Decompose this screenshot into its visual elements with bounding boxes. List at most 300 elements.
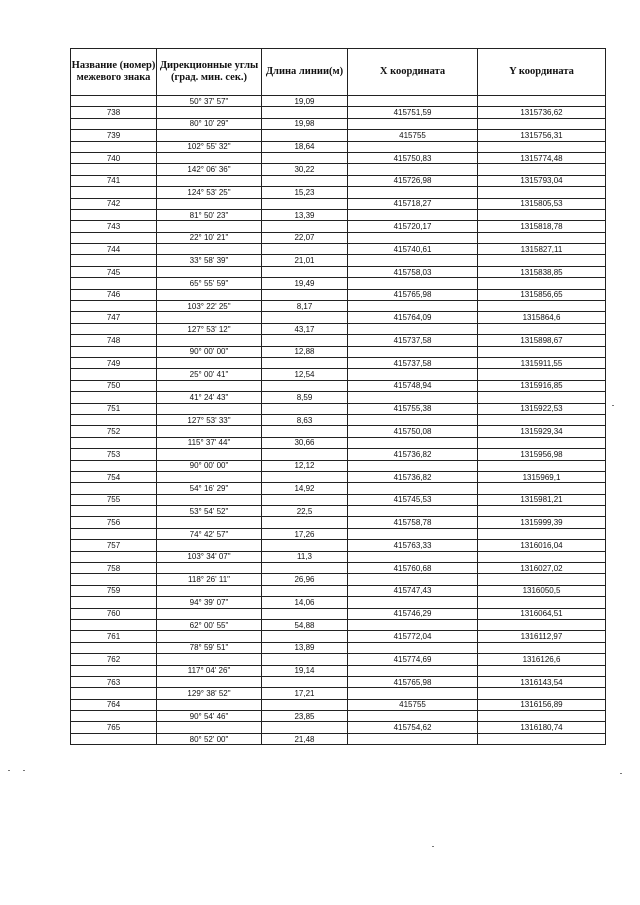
- direction-angle-cell: 142° 06' 36": [157, 164, 262, 175]
- direction-angle-cell: 41° 24' 43": [157, 392, 262, 403]
- point-name-cell: 742: [71, 198, 157, 209]
- empty-cell: [71, 437, 157, 448]
- empty-cell: [71, 278, 157, 289]
- table-row-segment: [71, 187, 606, 198]
- point-name-cell: 750: [71, 380, 157, 391]
- empty-cell: [262, 130, 348, 141]
- direction-angle-cell: 90° 00' 00": [157, 346, 262, 357]
- empty-cell: [157, 426, 262, 437]
- point-name-cell: 748: [71, 335, 157, 346]
- empty-cell: [262, 312, 348, 323]
- scan-speck: [8, 770, 10, 771]
- y-coordinate-cell: 1316016,04: [478, 540, 606, 551]
- empty-cell: [478, 323, 606, 334]
- line-length-cell: 13,89: [262, 642, 348, 653]
- y-coordinate-cell: 1315818,78: [478, 221, 606, 232]
- y-coordinate-cell: 1315916,85: [478, 380, 606, 391]
- empty-cell: [348, 528, 478, 539]
- line-length-cell: 8,63: [262, 414, 348, 425]
- line-length-cell: 22,07: [262, 232, 348, 243]
- x-coordinate-cell: 415737,58: [348, 335, 478, 346]
- empty-cell: [262, 357, 348, 368]
- table-row-point: [71, 312, 606, 323]
- empty-cell: [262, 699, 348, 710]
- empty-cell: [348, 551, 478, 562]
- empty-cell: [348, 460, 478, 471]
- direction-angle-cell: 94° 39' 07": [157, 597, 262, 608]
- empty-cell: [71, 506, 157, 517]
- table-row-segment: [71, 733, 606, 744]
- empty-cell: [262, 244, 348, 255]
- table-row-point: [71, 517, 606, 528]
- line-length-cell: 12,54: [262, 369, 348, 380]
- empty-cell: [478, 460, 606, 471]
- table-row-point: [71, 540, 606, 551]
- point-name-cell: 744: [71, 244, 157, 255]
- x-coordinate-cell: 415764,09: [348, 312, 478, 323]
- table-row-point: [71, 699, 606, 710]
- line-length-cell: 8,59: [262, 392, 348, 403]
- table-row-point: [71, 289, 606, 300]
- y-coordinate-cell: 1316143,54: [478, 676, 606, 687]
- direction-angle-cell: 127° 53' 12": [157, 323, 262, 334]
- empty-cell: [348, 255, 478, 266]
- empty-cell: [157, 585, 262, 596]
- empty-cell: [71, 392, 157, 403]
- direction-angle-cell: 129° 38' 52": [157, 688, 262, 699]
- x-coordinate-cell: 415765,98: [348, 676, 478, 687]
- line-length-cell: 43,17: [262, 323, 348, 334]
- direction-angle-cell: 124° 53' 25": [157, 187, 262, 198]
- empty-cell: [262, 107, 348, 118]
- empty-cell: [262, 175, 348, 186]
- empty-cell: [157, 471, 262, 482]
- direction-angle-cell: 103° 34' 07": [157, 551, 262, 562]
- empty-cell: [478, 665, 606, 676]
- point-name-cell: 738: [71, 107, 157, 118]
- direction-angle-cell: 118° 26' 11": [157, 574, 262, 585]
- table-row-segment: [71, 96, 606, 107]
- scan-speck: [23, 770, 25, 771]
- y-coordinate-cell: 1316050,5: [478, 585, 606, 596]
- point-name-cell: 752: [71, 426, 157, 437]
- direction-angle-cell: 22° 10' 21": [157, 232, 262, 243]
- empty-cell: [478, 301, 606, 312]
- empty-cell: [478, 619, 606, 630]
- empty-cell: [348, 278, 478, 289]
- y-coordinate-cell: 1316180,74: [478, 722, 606, 733]
- table-row-point: [71, 152, 606, 163]
- point-name-cell: 758: [71, 563, 157, 574]
- boundary-coordinates-table: [70, 48, 606, 745]
- empty-cell: [262, 654, 348, 665]
- empty-cell: [71, 642, 157, 653]
- x-coordinate-cell: 415765,98: [348, 289, 478, 300]
- empty-cell: [478, 392, 606, 403]
- direction-angle-cell: 127° 53' 33": [157, 414, 262, 425]
- table-row-point: [71, 631, 606, 642]
- table-row-segment: [71, 437, 606, 448]
- x-coordinate-cell: 415750,08: [348, 426, 478, 437]
- empty-cell: [478, 483, 606, 494]
- empty-cell: [71, 323, 157, 334]
- empty-cell: [478, 711, 606, 722]
- empty-cell: [478, 574, 606, 585]
- table-row-segment: [71, 688, 606, 699]
- x-coordinate-cell: 415748,94: [348, 380, 478, 391]
- scan-speck: [432, 846, 434, 847]
- y-coordinate-cell: 1315827,11: [478, 244, 606, 255]
- line-length-cell: 19,09: [262, 96, 348, 107]
- point-name-cell: 746: [71, 289, 157, 300]
- table-row-segment: [71, 209, 606, 220]
- y-coordinate-cell: 1315856,65: [478, 289, 606, 300]
- x-coordinate-cell: 415774,69: [348, 654, 478, 665]
- point-name-cell: 751: [71, 403, 157, 414]
- line-length-cell: 22,5: [262, 506, 348, 517]
- line-length-cell: 23,85: [262, 711, 348, 722]
- table-row-segment: [71, 642, 606, 653]
- empty-cell: [71, 665, 157, 676]
- direction-angle-cell: 53° 54' 52": [157, 506, 262, 517]
- table-row-point: [71, 722, 606, 733]
- empty-cell: [262, 517, 348, 528]
- table-row-point: [71, 266, 606, 277]
- point-name-cell: 762: [71, 654, 157, 665]
- direction-angle-cell: 81° 50' 23": [157, 209, 262, 220]
- header-y-coordinate: Y координата: [478, 49, 606, 96]
- line-length-cell: 26,96: [262, 574, 348, 585]
- point-name-cell: 749: [71, 357, 157, 368]
- x-coordinate-cell: 415750,83: [348, 152, 478, 163]
- y-coordinate-cell: 1315999,39: [478, 517, 606, 528]
- point-name-cell: 763: [71, 676, 157, 687]
- empty-cell: [71, 619, 157, 630]
- line-length-cell: 17,21: [262, 688, 348, 699]
- table-row-segment: [71, 369, 606, 380]
- point-name-cell: 754: [71, 471, 157, 482]
- table-row-point: [71, 608, 606, 619]
- point-name-cell: 739: [71, 130, 157, 141]
- empty-cell: [478, 551, 606, 562]
- x-coordinate-cell: 415720,17: [348, 221, 478, 232]
- y-coordinate-cell: 1315922,53: [478, 403, 606, 414]
- empty-cell: [348, 187, 478, 198]
- scan-speck: [620, 773, 622, 774]
- empty-cell: [157, 152, 262, 163]
- direction-angle-cell: 117° 04' 26": [157, 665, 262, 676]
- x-coordinate-cell: 415737,58: [348, 357, 478, 368]
- empty-cell: [157, 130, 262, 141]
- empty-cell: [478, 141, 606, 152]
- empty-cell: [478, 528, 606, 539]
- empty-cell: [157, 107, 262, 118]
- y-coordinate-cell: 1316156,89: [478, 699, 606, 710]
- line-length-cell: 19,14: [262, 665, 348, 676]
- line-length-cell: 18,64: [262, 141, 348, 152]
- empty-cell: [348, 369, 478, 380]
- table-row-point: [71, 107, 606, 118]
- header-direction-angle: Дирекционные углы (град. мин. сек.): [157, 49, 262, 96]
- point-name-cell: 756: [71, 517, 157, 528]
- empty-cell: [157, 380, 262, 391]
- point-name-cell: 759: [71, 585, 157, 596]
- x-coordinate-cell: 415755: [348, 699, 478, 710]
- empty-cell: [348, 164, 478, 175]
- table-row-point: [71, 221, 606, 232]
- point-name-cell: 753: [71, 449, 157, 460]
- header-point-name: Название (номер) межевого знака: [71, 49, 157, 96]
- y-coordinate-cell: 1315969,1: [478, 471, 606, 482]
- empty-cell: [157, 175, 262, 186]
- empty-cell: [262, 266, 348, 277]
- empty-cell: [157, 517, 262, 528]
- empty-cell: [478, 733, 606, 744]
- empty-cell: [71, 460, 157, 471]
- empty-cell: [478, 209, 606, 220]
- empty-cell: [262, 540, 348, 551]
- empty-cell: [71, 597, 157, 608]
- empty-cell: [157, 403, 262, 414]
- direction-angle-cell: 80° 52' 00": [157, 733, 262, 744]
- empty-cell: [478, 369, 606, 380]
- empty-cell: [157, 357, 262, 368]
- empty-cell: [478, 118, 606, 129]
- table-row-segment: [71, 665, 606, 676]
- table-row-segment: [71, 460, 606, 471]
- table-row-point: [71, 585, 606, 596]
- empty-cell: [157, 631, 262, 642]
- empty-cell: [71, 96, 157, 107]
- empty-cell: [262, 289, 348, 300]
- empty-cell: [348, 574, 478, 585]
- table-row-point: [71, 471, 606, 482]
- empty-cell: [478, 232, 606, 243]
- empty-cell: [478, 688, 606, 699]
- empty-cell: [262, 585, 348, 596]
- table-row-point: [71, 244, 606, 255]
- empty-cell: [348, 437, 478, 448]
- line-length-cell: 11,3: [262, 551, 348, 562]
- table-row-segment: [71, 323, 606, 334]
- empty-cell: [348, 642, 478, 653]
- table-row-segment: [71, 597, 606, 608]
- empty-cell: [262, 471, 348, 482]
- empty-cell: [262, 676, 348, 687]
- point-name-cell: 757: [71, 540, 157, 551]
- y-coordinate-cell: 1316112,97: [478, 631, 606, 642]
- table-row-segment: [71, 506, 606, 517]
- empty-cell: [157, 198, 262, 209]
- line-length-cell: 30,22: [262, 164, 348, 175]
- empty-cell: [348, 483, 478, 494]
- empty-cell: [157, 563, 262, 574]
- table-row-point: [71, 654, 606, 665]
- y-coordinate-cell: 1315838,85: [478, 266, 606, 277]
- y-coordinate-cell: 1315929,34: [478, 426, 606, 437]
- empty-cell: [348, 232, 478, 243]
- table-row-segment: [71, 278, 606, 289]
- empty-cell: [348, 301, 478, 312]
- x-coordinate-cell: 415736,82: [348, 449, 478, 460]
- y-coordinate-cell: 1316126,6: [478, 654, 606, 665]
- table-row-segment: [71, 301, 606, 312]
- empty-cell: [348, 506, 478, 517]
- table-row-segment: [71, 528, 606, 539]
- direction-angle-cell: 65° 55' 59": [157, 278, 262, 289]
- line-length-cell: 12,88: [262, 346, 348, 357]
- empty-cell: [348, 323, 478, 334]
- empty-cell: [262, 608, 348, 619]
- empty-cell: [478, 414, 606, 425]
- line-length-cell: 21,48: [262, 733, 348, 744]
- empty-cell: [348, 665, 478, 676]
- empty-cell: [348, 414, 478, 425]
- empty-cell: [157, 494, 262, 505]
- table-row-segment: [71, 118, 606, 129]
- empty-cell: [262, 494, 348, 505]
- empty-cell: [348, 619, 478, 630]
- empty-cell: [157, 449, 262, 460]
- table-row-point: [71, 198, 606, 209]
- table-row-segment: [71, 141, 606, 152]
- header-line-length: Длина линии(м): [262, 49, 348, 96]
- table-row-point: [71, 494, 606, 505]
- empty-cell: [71, 574, 157, 585]
- empty-cell: [348, 597, 478, 608]
- point-name-cell: 741: [71, 175, 157, 186]
- direction-angle-cell: 90° 54' 46": [157, 711, 262, 722]
- empty-cell: [262, 426, 348, 437]
- table-row-segment: [71, 164, 606, 175]
- direction-angle-cell: 54° 16' 29": [157, 483, 262, 494]
- line-length-cell: 30,66: [262, 437, 348, 448]
- point-name-cell: 745: [71, 266, 157, 277]
- x-coordinate-cell: 415746,29: [348, 608, 478, 619]
- x-coordinate-cell: 415740,61: [348, 244, 478, 255]
- x-coordinate-cell: 415758,03: [348, 266, 478, 277]
- empty-cell: [478, 437, 606, 448]
- line-length-cell: 54,88: [262, 619, 348, 630]
- table-row-point: [71, 335, 606, 346]
- x-coordinate-cell: 415754,62: [348, 722, 478, 733]
- point-name-cell: 764: [71, 699, 157, 710]
- y-coordinate-cell: 1315956,98: [478, 449, 606, 460]
- empty-cell: [348, 96, 478, 107]
- empty-cell: [262, 563, 348, 574]
- direction-angle-cell: 25° 00' 41": [157, 369, 262, 380]
- table-row-point: [71, 380, 606, 391]
- direction-angle-cell: 74° 42' 57": [157, 528, 262, 539]
- empty-cell: [348, 688, 478, 699]
- y-coordinate-cell: 1315864,6: [478, 312, 606, 323]
- line-length-cell: 21,01: [262, 255, 348, 266]
- table-row-segment: [71, 551, 606, 562]
- line-length-cell: 19,49: [262, 278, 348, 289]
- y-coordinate-cell: 1315793,04: [478, 175, 606, 186]
- empty-cell: [157, 722, 262, 733]
- empty-cell: [71, 209, 157, 220]
- empty-cell: [71, 164, 157, 175]
- x-coordinate-cell: 415726,98: [348, 175, 478, 186]
- x-coordinate-cell: 415747,43: [348, 585, 478, 596]
- empty-cell: [478, 642, 606, 653]
- y-coordinate-cell: 1316064,51: [478, 608, 606, 619]
- table-row-segment: [71, 255, 606, 266]
- direction-angle-cell: 33° 58' 39": [157, 255, 262, 266]
- line-length-cell: 8,17: [262, 301, 348, 312]
- table-row-point: [71, 175, 606, 186]
- point-name-cell: 747: [71, 312, 157, 323]
- line-length-cell: 17,26: [262, 528, 348, 539]
- empty-cell: [71, 232, 157, 243]
- empty-cell: [262, 152, 348, 163]
- empty-cell: [71, 255, 157, 266]
- point-name-cell: 760: [71, 608, 157, 619]
- table-row-segment: [71, 574, 606, 585]
- empty-cell: [478, 164, 606, 175]
- table-header-row: [71, 49, 606, 96]
- x-coordinate-cell: 415763,33: [348, 540, 478, 551]
- empty-cell: [478, 597, 606, 608]
- x-coordinate-cell: 415760,68: [348, 563, 478, 574]
- empty-cell: [262, 403, 348, 414]
- empty-cell: [262, 449, 348, 460]
- direction-angle-cell: 102° 55' 32": [157, 141, 262, 152]
- empty-cell: [262, 631, 348, 642]
- direction-angle-cell: 80° 10' 29": [157, 118, 262, 129]
- table-row-segment: [71, 711, 606, 722]
- direction-angle-cell: 62° 00' 55": [157, 619, 262, 630]
- empty-cell: [71, 301, 157, 312]
- line-length-cell: 19,98: [262, 118, 348, 129]
- empty-cell: [157, 266, 262, 277]
- empty-cell: [157, 312, 262, 323]
- y-coordinate-cell: 1316027,02: [478, 563, 606, 574]
- table-row-segment: [71, 483, 606, 494]
- direction-angle-cell: 103° 22' 25": [157, 301, 262, 312]
- empty-cell: [157, 608, 262, 619]
- x-coordinate-cell: 415758,78: [348, 517, 478, 528]
- table-row-point: [71, 426, 606, 437]
- empty-cell: [478, 255, 606, 266]
- point-name-cell: 765: [71, 722, 157, 733]
- point-name-cell: 740: [71, 152, 157, 163]
- table-row-point: [71, 449, 606, 460]
- line-length-cell: 13,39: [262, 209, 348, 220]
- x-coordinate-cell: 415755: [348, 130, 478, 141]
- table-row-point: [71, 676, 606, 687]
- x-coordinate-cell: 415772,04: [348, 631, 478, 642]
- empty-cell: [71, 688, 157, 699]
- empty-cell: [157, 244, 262, 255]
- empty-cell: [71, 369, 157, 380]
- point-name-cell: 743: [71, 221, 157, 232]
- empty-cell: [348, 346, 478, 357]
- empty-cell: [348, 392, 478, 403]
- x-coordinate-cell: 415745,53: [348, 494, 478, 505]
- header-x-coordinate: X координата: [348, 49, 478, 96]
- empty-cell: [348, 141, 478, 152]
- point-name-cell: 761: [71, 631, 157, 642]
- empty-cell: [348, 733, 478, 744]
- empty-cell: [157, 540, 262, 551]
- empty-cell: [478, 346, 606, 357]
- empty-cell: [478, 278, 606, 289]
- empty-cell: [71, 346, 157, 357]
- empty-cell: [262, 722, 348, 733]
- y-coordinate-cell: 1315898,67: [478, 335, 606, 346]
